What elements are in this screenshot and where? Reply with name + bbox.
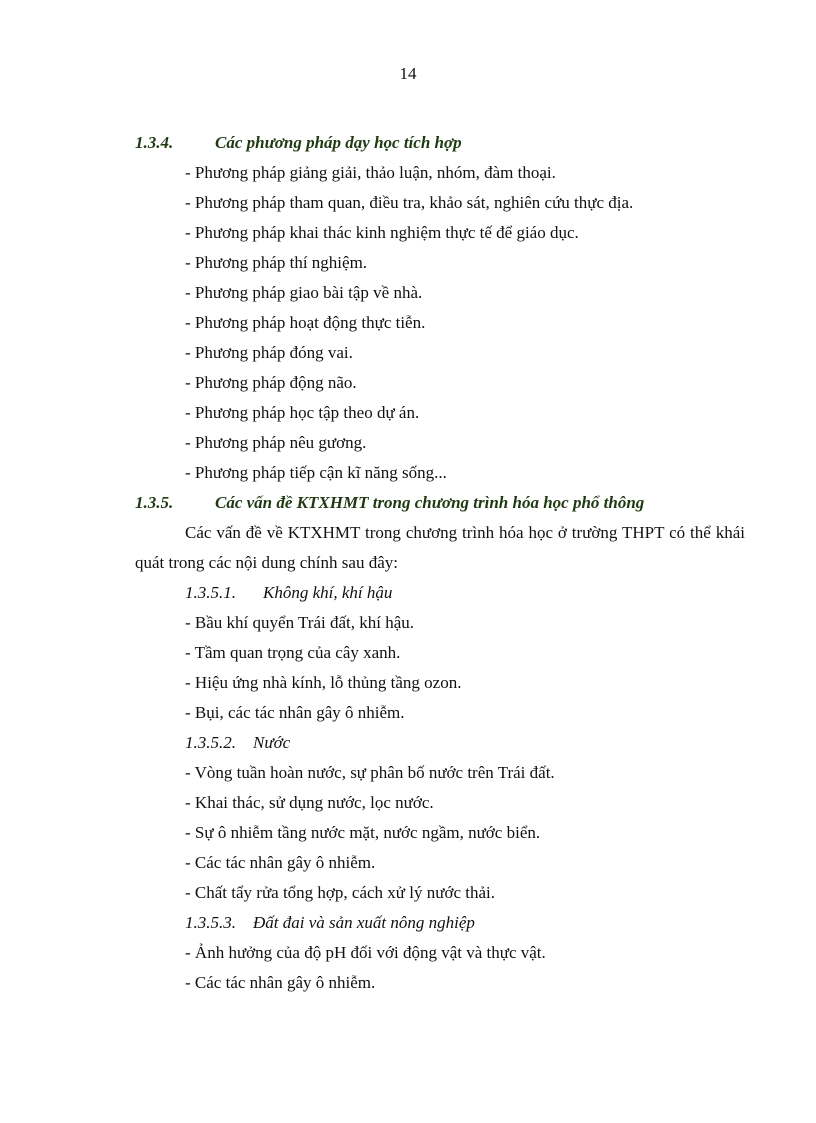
subsection-number: 1.3.5.3. — [185, 913, 236, 932]
list-item: - Hiệu ứng nhà kính, lỗ thủng tầng ozon. — [185, 673, 462, 692]
page-number: 14 — [399, 64, 417, 83]
section-number: 1.3.5. — [135, 493, 174, 512]
subsection-number: 1.3.5.2. — [185, 733, 236, 752]
list-item: - Phương pháp tham quan, điều tra, khảo sát, nghiên cứu thực địa. — [185, 193, 634, 212]
list-item: - Phương pháp học tập theo dự án. — [185, 403, 420, 422]
page-content — [135, 128, 745, 998]
list-item: - Bụi, các tác nhân gây ô nhiễm. — [185, 703, 405, 722]
section-heading-1-3-4 — [135, 128, 745, 158]
subsection-heading-1-3-5-1 — [135, 578, 745, 608]
list-item: - Các tác nhân gây ô nhiễm. — [185, 853, 376, 872]
list-item: - Chất tẩy rửa tổng hợp, cách xử lý nước thải. — [185, 883, 495, 902]
subsection-title: Nước — [253, 733, 291, 752]
list-item: - Phương pháp nêu gương. — [185, 433, 367, 452]
list-item: - Vòng tuần hoàn nước, sự phân bố nước trên Trái đất. — [185, 763, 555, 782]
list-item: - Phương pháp thí nghiệm. — [185, 253, 368, 272]
subsection-heading-1-3-5-2 — [135, 728, 745, 758]
list-item: - Các tác nhân gây ô nhiễm. — [185, 973, 376, 992]
subsection-title: Đất đai và sản xuất nông nghiệp — [253, 913, 475, 932]
list-item: - Bầu khí quyển Trái đất, khí hậu. — [185, 613, 415, 632]
list-item: - Phương pháp đóng vai. — [185, 343, 353, 362]
list-item: - Khai thác, sử dụng nước, lọc nước. — [185, 793, 434, 812]
list-item: - Phương pháp hoạt động thực tiễn. — [185, 313, 426, 332]
intro-paragraph: Các vấn đề về KTXHMT trong chương trình hóa học ở trường THPT có thể khái quát trong các nội dung chính sau đây: — [135, 523, 745, 572]
list-item: - Phương pháp khai thác kinh nghiệm thực tế để giáo dục. — [185, 223, 579, 242]
list-item: - Phương pháp tiếp cận kĩ năng sống... — [185, 463, 447, 482]
list-item: - Tầm quan trọng của cây xanh. — [185, 643, 401, 662]
subsection-number: 1.3.5.1. — [185, 583, 236, 602]
list-item: - Ảnh hưởng của độ pH đối với động vật và thực vật. — [185, 943, 546, 962]
list-item: - Phương pháp giảng giải, thảo luận, nhóm, đàm thoại. — [185, 163, 556, 182]
section-heading-1-3-5 — [135, 488, 745, 518]
section-title: Các vấn đề KTXHMT trong chương trình hóa học phổ thông — [215, 493, 645, 512]
list-item: - Phương pháp động não. — [185, 373, 357, 392]
list-item: - Sự ô nhiễm tầng nước mặt, nước ngầm, nước biển. — [185, 823, 541, 842]
subsection-heading-1-3-5-3 — [135, 908, 745, 938]
section-title: Các phương pháp dạy học tích hợp — [215, 133, 462, 152]
subsection-title: Không khí, khí hậu — [263, 583, 393, 602]
list-item: - Phương pháp giao bài tập về nhà. — [185, 283, 423, 302]
section-number: 1.3.4. — [135, 133, 174, 152]
